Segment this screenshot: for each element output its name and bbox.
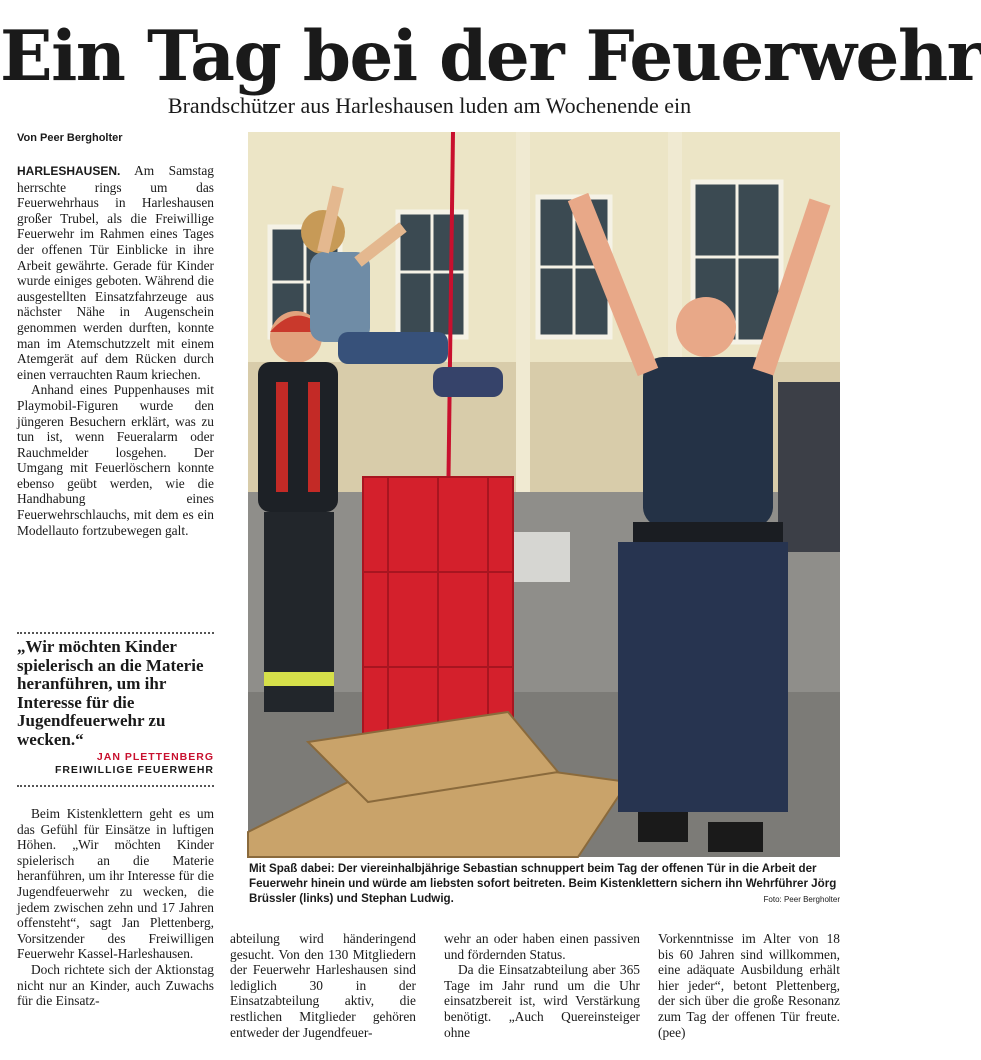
quote-author-role: FREIWILLIGE FEUERWEHR [54,764,214,776]
paragraph: wehr an oder haben einen passiven und fördernden Status. [444,931,640,962]
pull-quote: „Wir möchten Kinder spielerisch an die Materie heranführen, um ihr Interesse für die Jugendfeuerwehr zu wecken.“ [17,637,204,749]
article-column-3 [444,931,640,1040]
article-column-1-lower [17,806,214,1009]
quote-divider-bottom [17,785,214,787]
paragraph: Anhand eines Puppenhauses mit Playmobil-Figuren wurde den jüngeren Besuchern erklärt, was zu tun ist, wenn Feueralarm oder Rauchmelder losgehen. Der Umgang mit Feuerlöschern konnte ebenso geübt werden, wie die Handhabung eines Feuerwehrschlauchs, mit dem es ein Modellauto fortzubewegen galt. [17,382,214,538]
quote-author: JAN PLETTENBERG [96,751,214,763]
subheadline: Brandschützer aus Harleshausen luden am Wochenende ein [167,93,692,118]
photo-credit: Foto: Peer Bergholter [763,895,840,904]
article-photo [248,132,840,857]
article-column-2 [230,931,416,1040]
article-column-1 [17,163,214,538]
paragraph: abteilung wird händeringend gesucht. Von den 130 Mitgliedern der Feuerwehr Harleshausen sind lediglich 30 in der Einsatzabteilung aktiv, die restlichen Mitglieder gehören entweder der Jugendfeuer- [230,931,416,1040]
article-column-4 [658,931,840,1040]
paragraph: Doch richtete sich der Aktionstag nicht nur an Kinder, auch Zuwachs für die Einsatz- [17,961,214,1009]
byline: Von Peer Bergholter [17,132,123,144]
paragraph-text: Am Samstag herrschte rings um das Feuerwehrhaus in Harleshausen großer Trubel, als die Freiwillige Feuerwehr im Rahmen eines Tages der offenen Tür Einblicke in ihre Arbeit gewährte. Gerade für Kinder wurde einiges geboten. Während die ausgestellten Einsatzfahrzeuge aus nächster Nähe in Augenschein genommen werden durften, konnte man im Atemschutzzelt mit einem Atemgerät auf dem Rücken durch einen verrauchten Raum kriechen. [17,163,215,382]
paragraph: Beim Kistenklettern geht es um das Gefühl für Einsätze in luftigen Höhen. „Wir möchten Kinder spielerisch an die Materie heranführen, um ihr Interesse für die Jugendfeuerwehr zu wecken, die jedem zwischen zehn und 17 Jahren offensteht“, sagt Jan Plettenberg, Vorsitzender des Freiwilligen Feuerwehr Kassel-Harleshausen. [17,806,214,962]
dateline: HARLESHAUSEN. [17,164,121,178]
paragraph [17,163,214,382]
paragraph: Vorkenntnisse im Alter von 18 bis 60 Jahren sind willkommen, eine adäquate Ausbildung erhält hier jeder“, betont Plettenberg, der sich über die große Resonanz zum Tag der offenen Tür freute. (pee) [658,931,840,1040]
paragraph: Da die Einsatzabteilung aber 365 Tage im Jahr rund um die Uhr einsatzbereit ist, wird Verstärkung benötigt. „Auch Quereinsteiger ohne [444,962,640,1040]
quote-divider-top [17,632,214,634]
headline: Ein Tag bei der Feuerwehr [0,16,981,97]
photo-caption: Mit Spaß dabei: Der viereinhalbjährige Sebastian schnuppert beim Tag der offenen Tür in die Arbeit der Feuerwehr hinein und würde am liebsten sofort beitreten. Beim Kistenklettern sichern ihn Wehrführer Jörg Brüssler (links) und Stephan Ludwig. [249,862,837,905]
